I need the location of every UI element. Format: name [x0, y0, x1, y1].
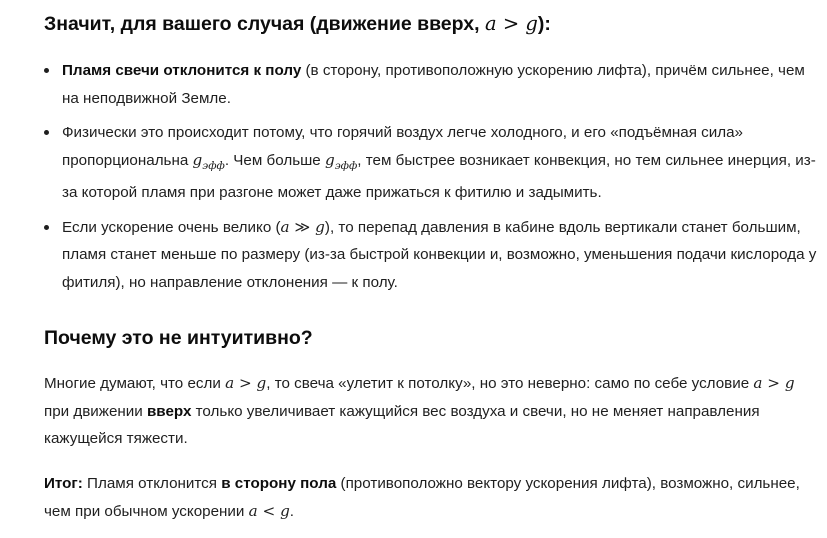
heading-math: a > g	[484, 12, 538, 35]
list-item-text: Пламя свечи отклонится к полу (в сторону, противоположную ускорению лифта), причём сильнее, чем на неподвижной Земле.	[62, 62, 805, 107]
paragraph-explanation: Многие думают, что если a > g, то свеча «улетит к потолку», но это неверно: само по себе условие a > g при движении вверх только увеличивает кажущийся вес воздуха и свечи, но не меняет направления кажущейся тяжести.	[44, 374, 795, 447]
heading-text: Значит, для вашего случая (движение вверх,	[44, 13, 485, 35]
list-item	[44, 57, 824, 112]
bullet-dot	[44, 225, 49, 230]
conclusion-list	[44, 57, 824, 296]
math-g-eff: $g_{эфф}$	[324, 150, 358, 172]
math-g-eff: $g_{эфф}$	[192, 150, 225, 172]
bullet-dot	[44, 130, 49, 135]
summary-label: Итог:	[44, 475, 83, 492]
bullet-dot	[44, 68, 49, 73]
math-a-greater-g: a > g	[753, 374, 795, 392]
list-item-text: Если ускорение очень велико (a ≫ g), то перепад давления в кабине вдоль вертикали станет большим, пламя станет меньше по размеру (из-за быстрой конвекции и, возможно, уменьшения подачи кислорода у фитиля), но направление отклонения — к полу.	[62, 217, 817, 291]
list-item	[44, 119, 824, 207]
paragraph-summary: Итог: Пламя отклонится в сторону пола (противоположно вектору ускорения лифта), возможно, сильнее, чем при обычном ускорении a < g.	[44, 475, 800, 520]
section-heading-why-not-intuitive: Почему это не интуитивно?	[44, 327, 313, 349]
heading-end: ):	[537, 13, 551, 35]
section-heading-your-case	[44, 8, 551, 40]
math-a-less-g: a < g	[248, 501, 290, 520]
math-a-greater-g: a > g	[225, 374, 267, 392]
list-item	[44, 214, 824, 297]
list-item-text: Физически это происходит потому, что горячий воздух легче холодного, и его «подъёмная сила» пропорциональна $g_{эфф}$. Чем больше $g_{эфф}$, тем быстрее возникает конвекция, но тем сильнее инерция, из-за которой пламя при разгоне может даже прижаться к фитилю и задымить.	[62, 124, 816, 202]
math-a-much-greater-g: a ≫ g	[280, 217, 325, 236]
